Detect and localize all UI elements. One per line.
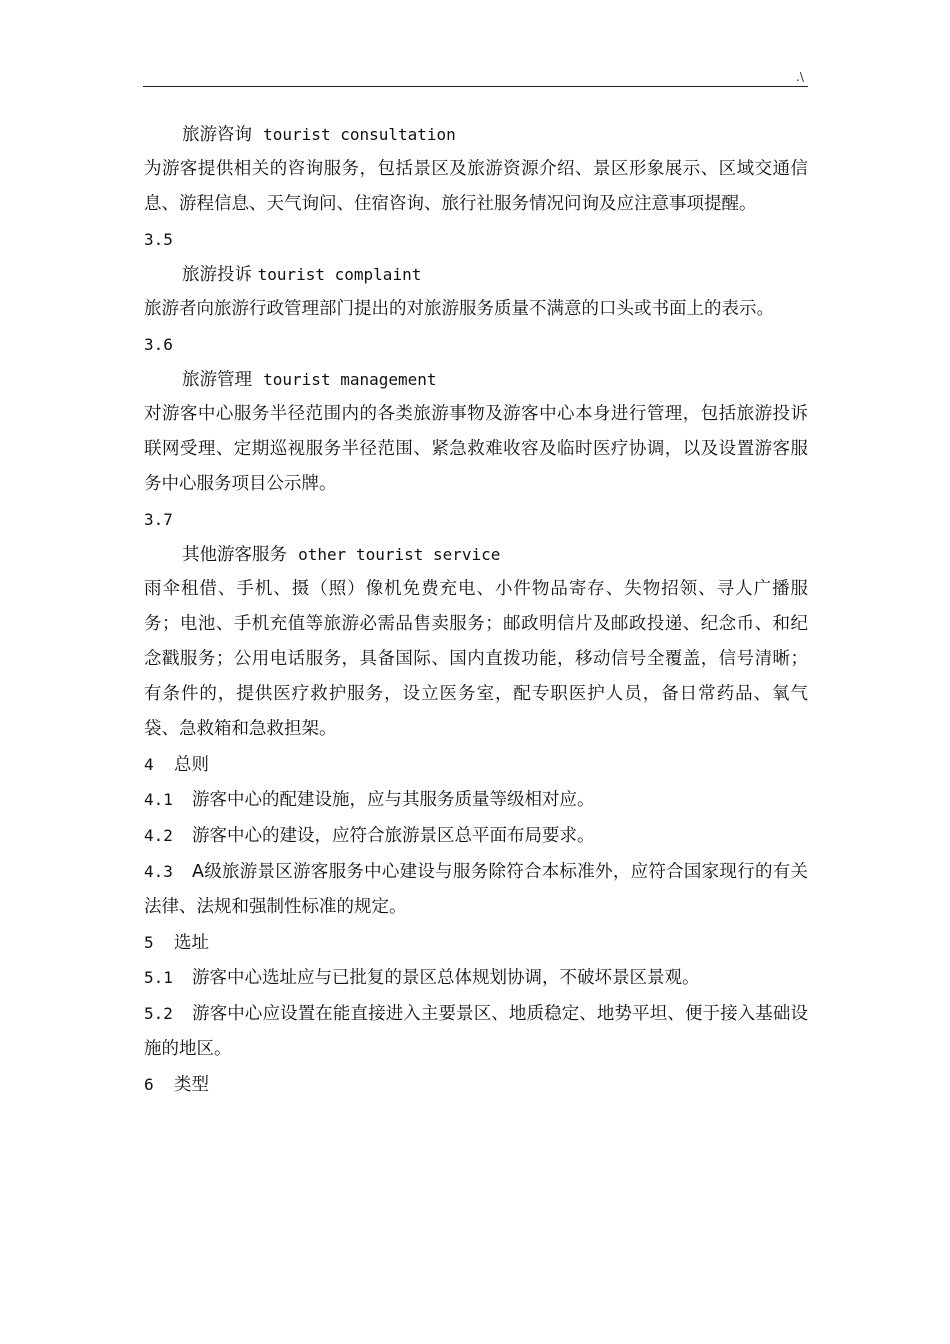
header-mark: .\ <box>796 70 804 84</box>
clause-number: 5.2 <box>144 1004 173 1023</box>
term-definition: 为游客提供相关的咨询服务，包括景区及旅游资源介绍、景区形象展示、区域交通信息、游程信息、天气询问、住宿咨询、旅行社服务情况问询及应注意事项提醒。 <box>144 159 808 214</box>
clause <box>144 818 808 854</box>
clause-number: 4.3 <box>144 862 173 881</box>
term-heading <box>144 362 808 397</box>
term-zh: 旅游管理 <box>182 370 252 390</box>
term-en: other tourist service <box>298 545 501 564</box>
section-number: 4 <box>144 755 154 774</box>
clause-text: A级旅游景区游客服务中心建设与服务除符合本标准外，应符合国家现行的有关法律、法规和强制性标准的规定。 <box>144 862 808 917</box>
clause-text: 游客中心应设置在能直接进入主要景区、地质稳定、地势平坦、便于接入基础设施的地区。 <box>144 1004 808 1059</box>
term-en: tourist consultation <box>263 125 456 144</box>
section-heading <box>144 1067 808 1102</box>
term-zh: 其他游客服务 <box>182 545 287 565</box>
section-title: 选址 <box>174 933 209 953</box>
clause-number: 5.1 <box>144 968 173 987</box>
term-heading <box>144 537 808 572</box>
section-heading <box>144 747 808 782</box>
section-heading <box>144 925 808 960</box>
clause-number: 4.2 <box>144 826 173 845</box>
term-heading <box>144 257 808 292</box>
term-definition: 雨伞租借、手机、摄（照）像机免费充电、小件物品寄存、失物招领、寻人广播服务；电池、手机充值等旅游必需品售卖服务；邮政明信片及邮政投递、纪念币、和纪念戳服务；公用电话服务，具备国际、国内直拨功能，移动信号全覆盖，信号清晰；有条件的，提供医疗救护服务，设立医务室，配专职医护人员，备日常药品、氧气袋、急救箱和急救担架。 <box>144 579 808 739</box>
clause-number: 3.6 <box>144 335 173 354</box>
section-number: 5 <box>144 933 154 952</box>
term-definition: 旅游者向旅游行政管理部门提出的对旅游服务质量不满意的口头或书面上的表示。 <box>144 299 774 319</box>
clause <box>144 854 808 925</box>
clause-text: 游客中心的建设，应符合旅游景区总平面布局要求。 <box>192 826 595 846</box>
clause <box>144 782 808 818</box>
clause <box>144 960 808 996</box>
section-number: 6 <box>144 1075 154 1094</box>
clause-number: 3.5 <box>144 230 173 249</box>
clause-text: 游客中心的配建设施，应与其服务质量等级相对应。 <box>192 790 595 810</box>
document-body <box>144 117 808 1102</box>
section-title: 总则 <box>174 755 209 775</box>
term-heading <box>144 117 808 152</box>
header-rule <box>143 86 808 87</box>
clause <box>144 996 808 1067</box>
term-en: tourist complaint <box>257 265 422 284</box>
clause-number: 3.7 <box>144 510 173 529</box>
term-en: tourist management <box>263 370 437 389</box>
term-zh: 旅游咨询 <box>182 125 252 145</box>
term-definition: 对游客中心服务半径范围内的各类旅游事物及游客中心本身进行管理，包括旅游投诉联网受理、定期巡视服务半径范围、紧急救难收容及临时医疗协调，以及设置游客服务中心服务项目公示牌。 <box>144 404 808 494</box>
term-zh: 旅游投诉 <box>182 265 252 285</box>
clause-text: 游客中心选址应与已批复的景区总体规划协调，不破坏景区景观。 <box>192 968 700 988</box>
clause-number: 4.1 <box>144 790 173 809</box>
section-title: 类型 <box>174 1075 209 1095</box>
